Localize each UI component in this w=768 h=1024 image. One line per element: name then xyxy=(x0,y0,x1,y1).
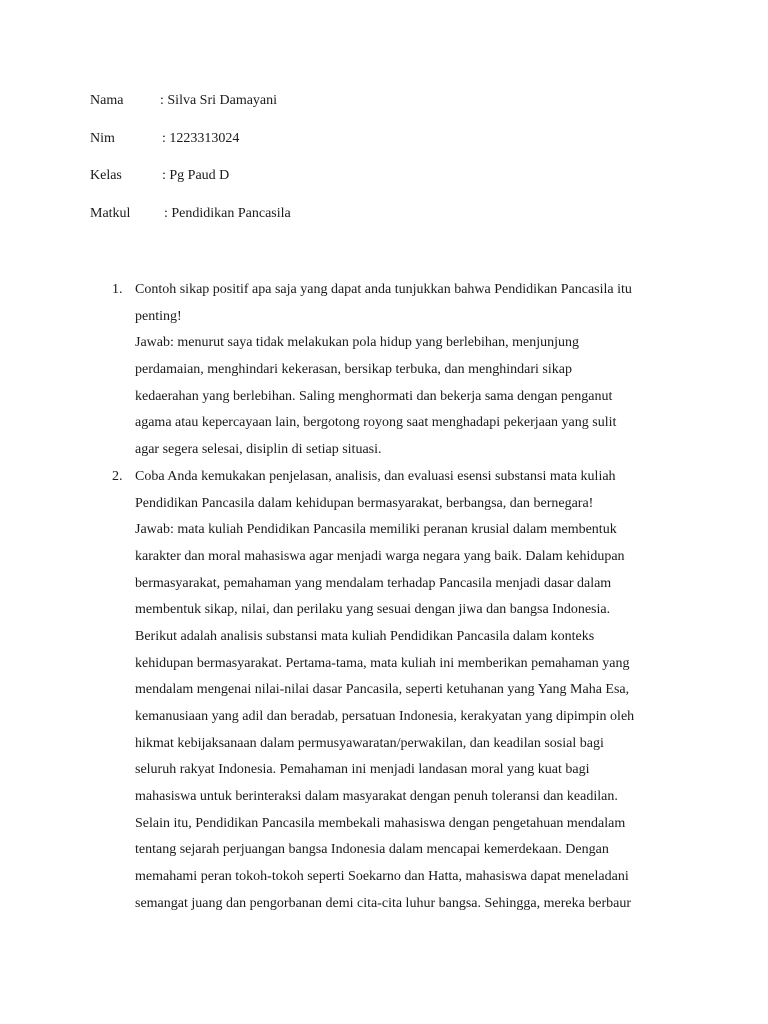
text-line: seluruh rakyat Indonesia. Pemahaman ini menjadi landasan moral yang kuat bagi xyxy=(135,762,590,778)
question-item xyxy=(0,464,768,918)
kelas-value: : Pg Paud D xyxy=(162,168,230,183)
question-number: 2. xyxy=(112,468,123,484)
nim-value: : 1223313024 xyxy=(162,131,240,146)
text-line: Jawab: mata kuliah Pendidikan Pancasila memiliki peranan krusial dalam membentuk xyxy=(135,522,617,538)
text-line: memahami peran tokoh-tokoh seperti Soekarno dan Hatta, mahasiswa dapat meneladani xyxy=(135,869,629,885)
text-line: bermasyarakat, pemahaman yang mendalam terhadap Pancasila menjadi dasar dalam xyxy=(135,575,612,591)
text-line: Coba Anda kemukakan penjelasan, analisis, dan evaluasi esensi substansi mata kuliah xyxy=(135,468,616,484)
question-list xyxy=(0,277,768,918)
text-line: perdamaian, menghindari kekerasan, bersikap terbuka, dan menghindari sikap xyxy=(135,362,572,378)
text-line: hikmat kebijaksanaan dalam permusyawaratan/perwakilan, dan keadilan sosial bagi xyxy=(135,735,604,751)
text-line: Contoh sikap positif apa saja yang dapat anda tunjukkan bahwa Pendidikan Pancasila itu xyxy=(135,282,632,297)
question-number: 1. xyxy=(112,282,123,297)
text-line: Berikut adalah analisis substansi mata kuliah Pendidikan Pancasila dalam konteks xyxy=(135,628,595,644)
text-line: membentuk sikap, nilai, dan perilaku yang sesuai dengan jiwa dan bangsa Indonesia. xyxy=(135,602,611,618)
question-text xyxy=(135,464,675,918)
text-line: agama atau kepercayaan lain, bergotong royong saat menghadapi pekerjaan yang sulit xyxy=(135,415,617,431)
text-line: penting! xyxy=(135,308,182,324)
question-text xyxy=(135,277,675,464)
kelas-label: Kelas xyxy=(90,168,122,183)
text-line: mahasiswa untuk berinteraksi dalam masyarakat dengan penuh toleransi dan keadilan. xyxy=(135,789,618,805)
text-line: Pendidikan Pancasila dalam kehidupan bermasyarakat, berbangsa, dan bernegara! xyxy=(135,495,594,511)
text-line: kedaerahan yang berlebihan. Saling menghormati dan bekerja sama dengan penganut xyxy=(135,388,613,404)
matkul-value: : Pendidikan Pancasila xyxy=(164,206,291,221)
question-item xyxy=(0,277,768,464)
text-line: kemanusiaan yang adil dan beradab, persatuan Indonesia, kerakyatan yang dipimpin oleh xyxy=(135,709,635,724)
text-line: Selain itu, Pendidikan Pancasila membekali mahasiswa dengan pengetahuan mendalam xyxy=(135,815,626,831)
nama-label: Nama xyxy=(90,93,124,108)
text-line: Jawab: menurut saya tidak melakukan pola hidup yang berlebihan, menjunjung xyxy=(135,335,579,351)
text-line: agar segera selesai, disiplin di setiap situasi. xyxy=(135,442,382,458)
text-line: karakter dan moral mahasiswa agar menjadi warga negara yang baik. Dalam kehidupan xyxy=(135,548,625,564)
text-line: kehidupan bermasyarakat. Pertama-tama, mata kuliah ini memberikan pemahaman yang xyxy=(135,655,630,671)
nim-label: Nim xyxy=(90,131,115,146)
text-line: mendalam mengenai nilai-nilai dasar Pancasila, seperti ketuhanan yang Yang Maha Esa, xyxy=(135,682,630,698)
text-line: semangat juang dan pengorbanan demi cita-cita luhur bangsa. Sehingga, mereka berbaur xyxy=(135,895,632,911)
text-line: tentang sejarah perjuangan bangsa Indonesia dalam mencapai kemerdekaan. Dengan xyxy=(135,842,609,858)
nama-value: : Silva Sri Damayani xyxy=(160,93,278,108)
matkul-label: Matkul xyxy=(90,206,131,221)
